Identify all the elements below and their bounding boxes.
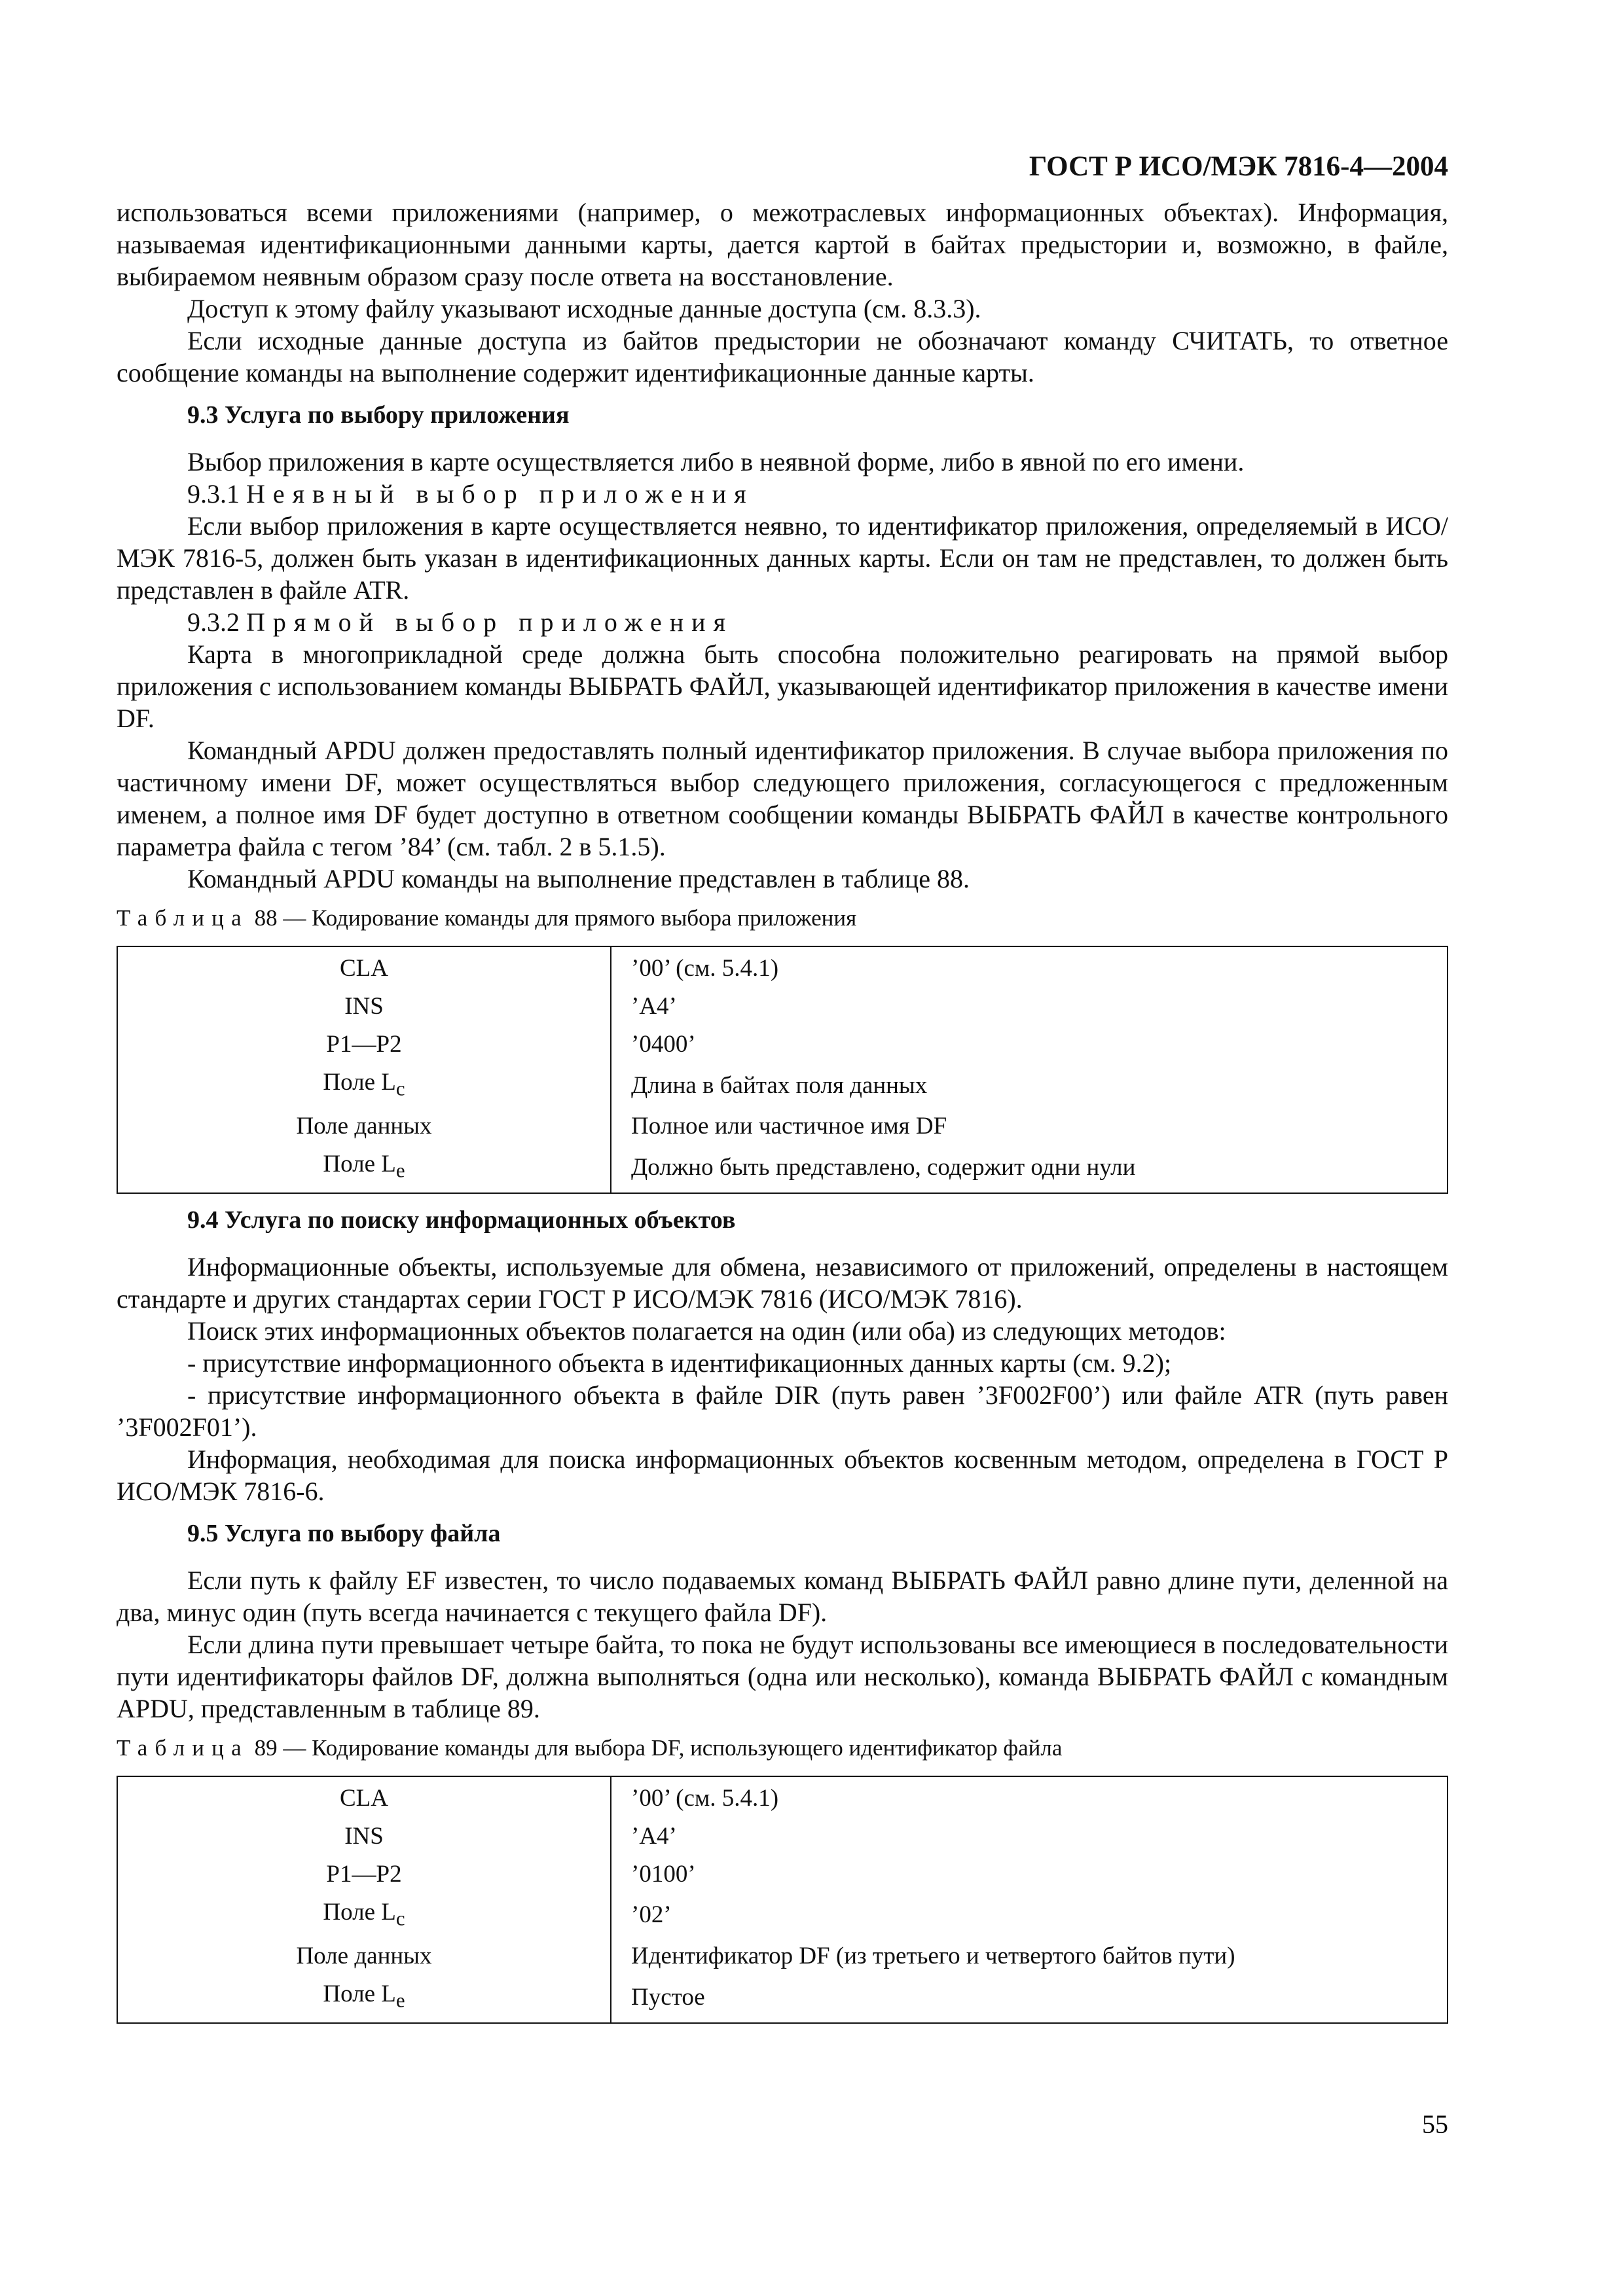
field-name: CLA [340, 1784, 388, 1812]
field-subscript: e [395, 1989, 405, 2012]
subsection-9-3-2-title [117, 606, 1448, 638]
subsection-9-3-1-text: Неявный выбор приложения [246, 479, 754, 509]
section-9-3-paragraph-3: Карта в многоприкладной среде должна быть способна положительно реагировать на прямой выбор приложения с использованием команды ВЫБРАТЬ ФАЙЛ, указывающей идентификатор приложения в качестве имени DF. [117, 639, 1448, 733]
table-cell-field [117, 1026, 611, 1064]
section-9-3-paragraph-4: Командный APDU должен предоставлять полный идентификатор приложения. В случае выбора приложения по частичному имени DF, может осуществляться выбор следующего приложения, согласующегося с предложенным именем, а полное имя DF будет доступно в ответном сообщении команды ВЫБРАТЬ ФАЙЛ в качестве контрольного параметра файла с тегом ’84’ (см. табл. 2 в 5.1.5). [117, 736, 1448, 861]
section-9-4-paragraph-3: Информация, необходимая для поиска информационных объектов косвенным методом, определена в ГОСТ Р ИСО/МЭК 7816-6. [117, 1444, 1448, 1506]
page-number: 55 [1422, 2109, 1448, 2139]
field-name: Поле данных [296, 1113, 432, 1140]
intro-paragraph-3: Если исходные данные доступа из байтов предыстории не обозначают команду СЧИТАТЬ, то ответное сообщение команды на выполнение содержит идентификационные данные карты. [117, 326, 1448, 387]
field-name: Поле L [323, 1069, 396, 1096]
table-88-caption [117, 904, 1448, 933]
table-cell-field [117, 1776, 611, 1818]
table-cell-value: ’02’ [631, 1901, 672, 1929]
field-subscript: c [395, 1077, 405, 1100]
table-cell-value: Идентификатор DF (из третьего и четвертого байтов пути) [631, 1943, 1235, 1970]
field-subscript: e [395, 1159, 405, 1182]
subsection-9-3-1-number: 9.3.1 [187, 479, 240, 509]
section-9-3-title: 9.3 Услуга по выбору приложения [187, 401, 570, 429]
field-name: Поле L [323, 1151, 396, 1178]
table-row [117, 1064, 1448, 1107]
table-88 [117, 946, 1448, 1194]
table-row [117, 1937, 1448, 1975]
table-cell-field [117, 1818, 611, 1856]
table-cell-field [117, 1937, 611, 1975]
table-cell-field [117, 1893, 611, 1937]
table-cell-field [117, 1975, 611, 2022]
table-row [117, 1856, 1448, 1893]
document-page [117, 151, 1448, 2034]
table-cell-field [117, 1856, 611, 1893]
section-9-4-paragraph-2: Поиск этих информационных объектов полагается на один (или оба) из следующих методов: [187, 1316, 1226, 1346]
table-89-body [117, 1776, 1448, 2023]
table-row [117, 1975, 1448, 2022]
table-cell-value: Пустое [631, 1983, 705, 2011]
table-cell-value: ’0100’ [631, 1860, 696, 1888]
table-89 [117, 1776, 1448, 2024]
table-row [117, 946, 1448, 988]
table-cell-field [117, 946, 611, 988]
table-row [117, 1776, 1448, 1818]
section-9-5-paragraph-1: Если путь к файлу EF известен, то число подаваемых команд ВЫБРАТЬ ФАЙЛ равно длине пути, деленной на два, минус один (путь всегда начинается с текущего файла DF). [117, 1565, 1448, 1627]
subsection-9-3-2-text: Прямой выбор приложения [246, 607, 733, 637]
section-9-4-list-item-1: - присутствие информационного объекта в идентификационных данных карты (см. 9.2); [187, 1348, 1172, 1378]
table-88-caption-word: Таблица [117, 905, 249, 931]
table-cell-value: ’0400’ [631, 1031, 696, 1058]
field-name: CLA [340, 955, 388, 982]
table-cell-value: ’00’ (см. 5.4.1) [631, 1784, 779, 1812]
table-cell-value: Должно быть представлено, содержит одни нули [631, 1154, 1136, 1181]
table-88-body [117, 946, 1448, 1193]
table-89-caption [117, 1734, 1448, 1763]
table-cell-field [117, 1064, 611, 1107]
field-name: Поле L [323, 1898, 396, 1926]
section-9-4-list-item-2: - присутствие информационного объекта в файле DIR (путь равен ’3F002F00’) или файле ATR (путь равен ’3F002F01’). [117, 1380, 1448, 1442]
field-name: P1—P2 [326, 1031, 402, 1058]
subsection-9-3-2-number: 9.3.2 [187, 607, 240, 637]
table-row [117, 1026, 1448, 1064]
section-9-3-paragraph-2: Если выбор приложения в карте осуществляется неявно, то идентификатор приложения, определяемый в ИСО/МЭК 7816-5, должен быть указан в идентификационных данных карты. Если он там не представлен, то должен быть представлен в файле ATR. [117, 511, 1448, 605]
table-89-caption-word: Таблица [117, 1734, 249, 1761]
table-row [117, 1818, 1448, 1856]
table-89-caption-text: 89 — Кодирование команды для выбора DF, использующего идентификатор файла [248, 1734, 1063, 1761]
field-subscript: c [395, 1907, 405, 1930]
field-name: Поле L [323, 1981, 396, 2008]
section-9-4-title: 9.4 Услуга по поиску информационных объектов [187, 1206, 736, 1234]
table-cell-field [117, 1107, 611, 1145]
section-9-3-paragraph-1: Выбор приложения в карте осуществляется либо в неявной форме, либо в явной по его имени. [187, 447, 1245, 476]
table-row [117, 988, 1448, 1026]
section-9-4-paragraph-1: Информационные объекты, используемые для обмена, независимого от приложений, определены в настоящем стандарте и других стандартах серии ГОСТ Р ИСО/МЭК 7816 (ИСО/МЭК 7816). [117, 1251, 1448, 1314]
section-9-5-title: 9.5 Услуга по выбору файла [187, 1519, 501, 1547]
field-name: Поле данных [296, 1943, 432, 1970]
table-row [117, 1145, 1448, 1193]
table-row [117, 1893, 1448, 1937]
intro-paragraph-2: Доступ к этому файлу указывают исходные данные доступа (см. 8.3.3). [187, 294, 981, 323]
table-cell-value: ’A4’ [631, 1822, 677, 1850]
field-name: P1—P2 [326, 1860, 402, 1888]
section-9-5-paragraph-2: Если длина пути превышает четыре байта, то пока не будут использованы все имеющиеся в последовательности пути идентификаторы файлов DF, должна выполняться (одна или несколько), команда ВЫБРАТЬ ФАЙЛ с командным APDU, представленным в таблице 89. [117, 1629, 1448, 1723]
table-cell-field [117, 988, 611, 1026]
table-88-caption-text: 88 — Кодирование команды для прямого выбора приложения [248, 905, 857, 931]
table-row [117, 1107, 1448, 1145]
document-header: ГОСТ Р ИСО/МЭК 7816-4—2004 [1029, 151, 1448, 182]
intro-paragraph-1: использоваться всеми приложениями (например, о межотраслевых информационных объектах). Информация, называемая идентификационными данными карты, дается картой в байтах предыстории и, возможно, в файле, выбираемом неявным образом сразу после ответа на восстановление. [117, 198, 1448, 291]
table-cell-value: ’A4’ [631, 993, 677, 1020]
subsection-9-3-1-title [117, 478, 1448, 510]
section-9-3-paragraph-5: Командный APDU команды на выполнение представлен в таблице 88. [187, 864, 970, 893]
field-name: INS [344, 1822, 384, 1850]
table-cell-field [117, 1145, 611, 1193]
table-cell-value: Полное или частичное имя DF [631, 1113, 947, 1140]
table-cell-value: ’00’ (см. 5.4.1) [631, 955, 779, 982]
table-cell-value: Длина в байтах поля данных [631, 1071, 928, 1099]
field-name: INS [344, 993, 384, 1020]
